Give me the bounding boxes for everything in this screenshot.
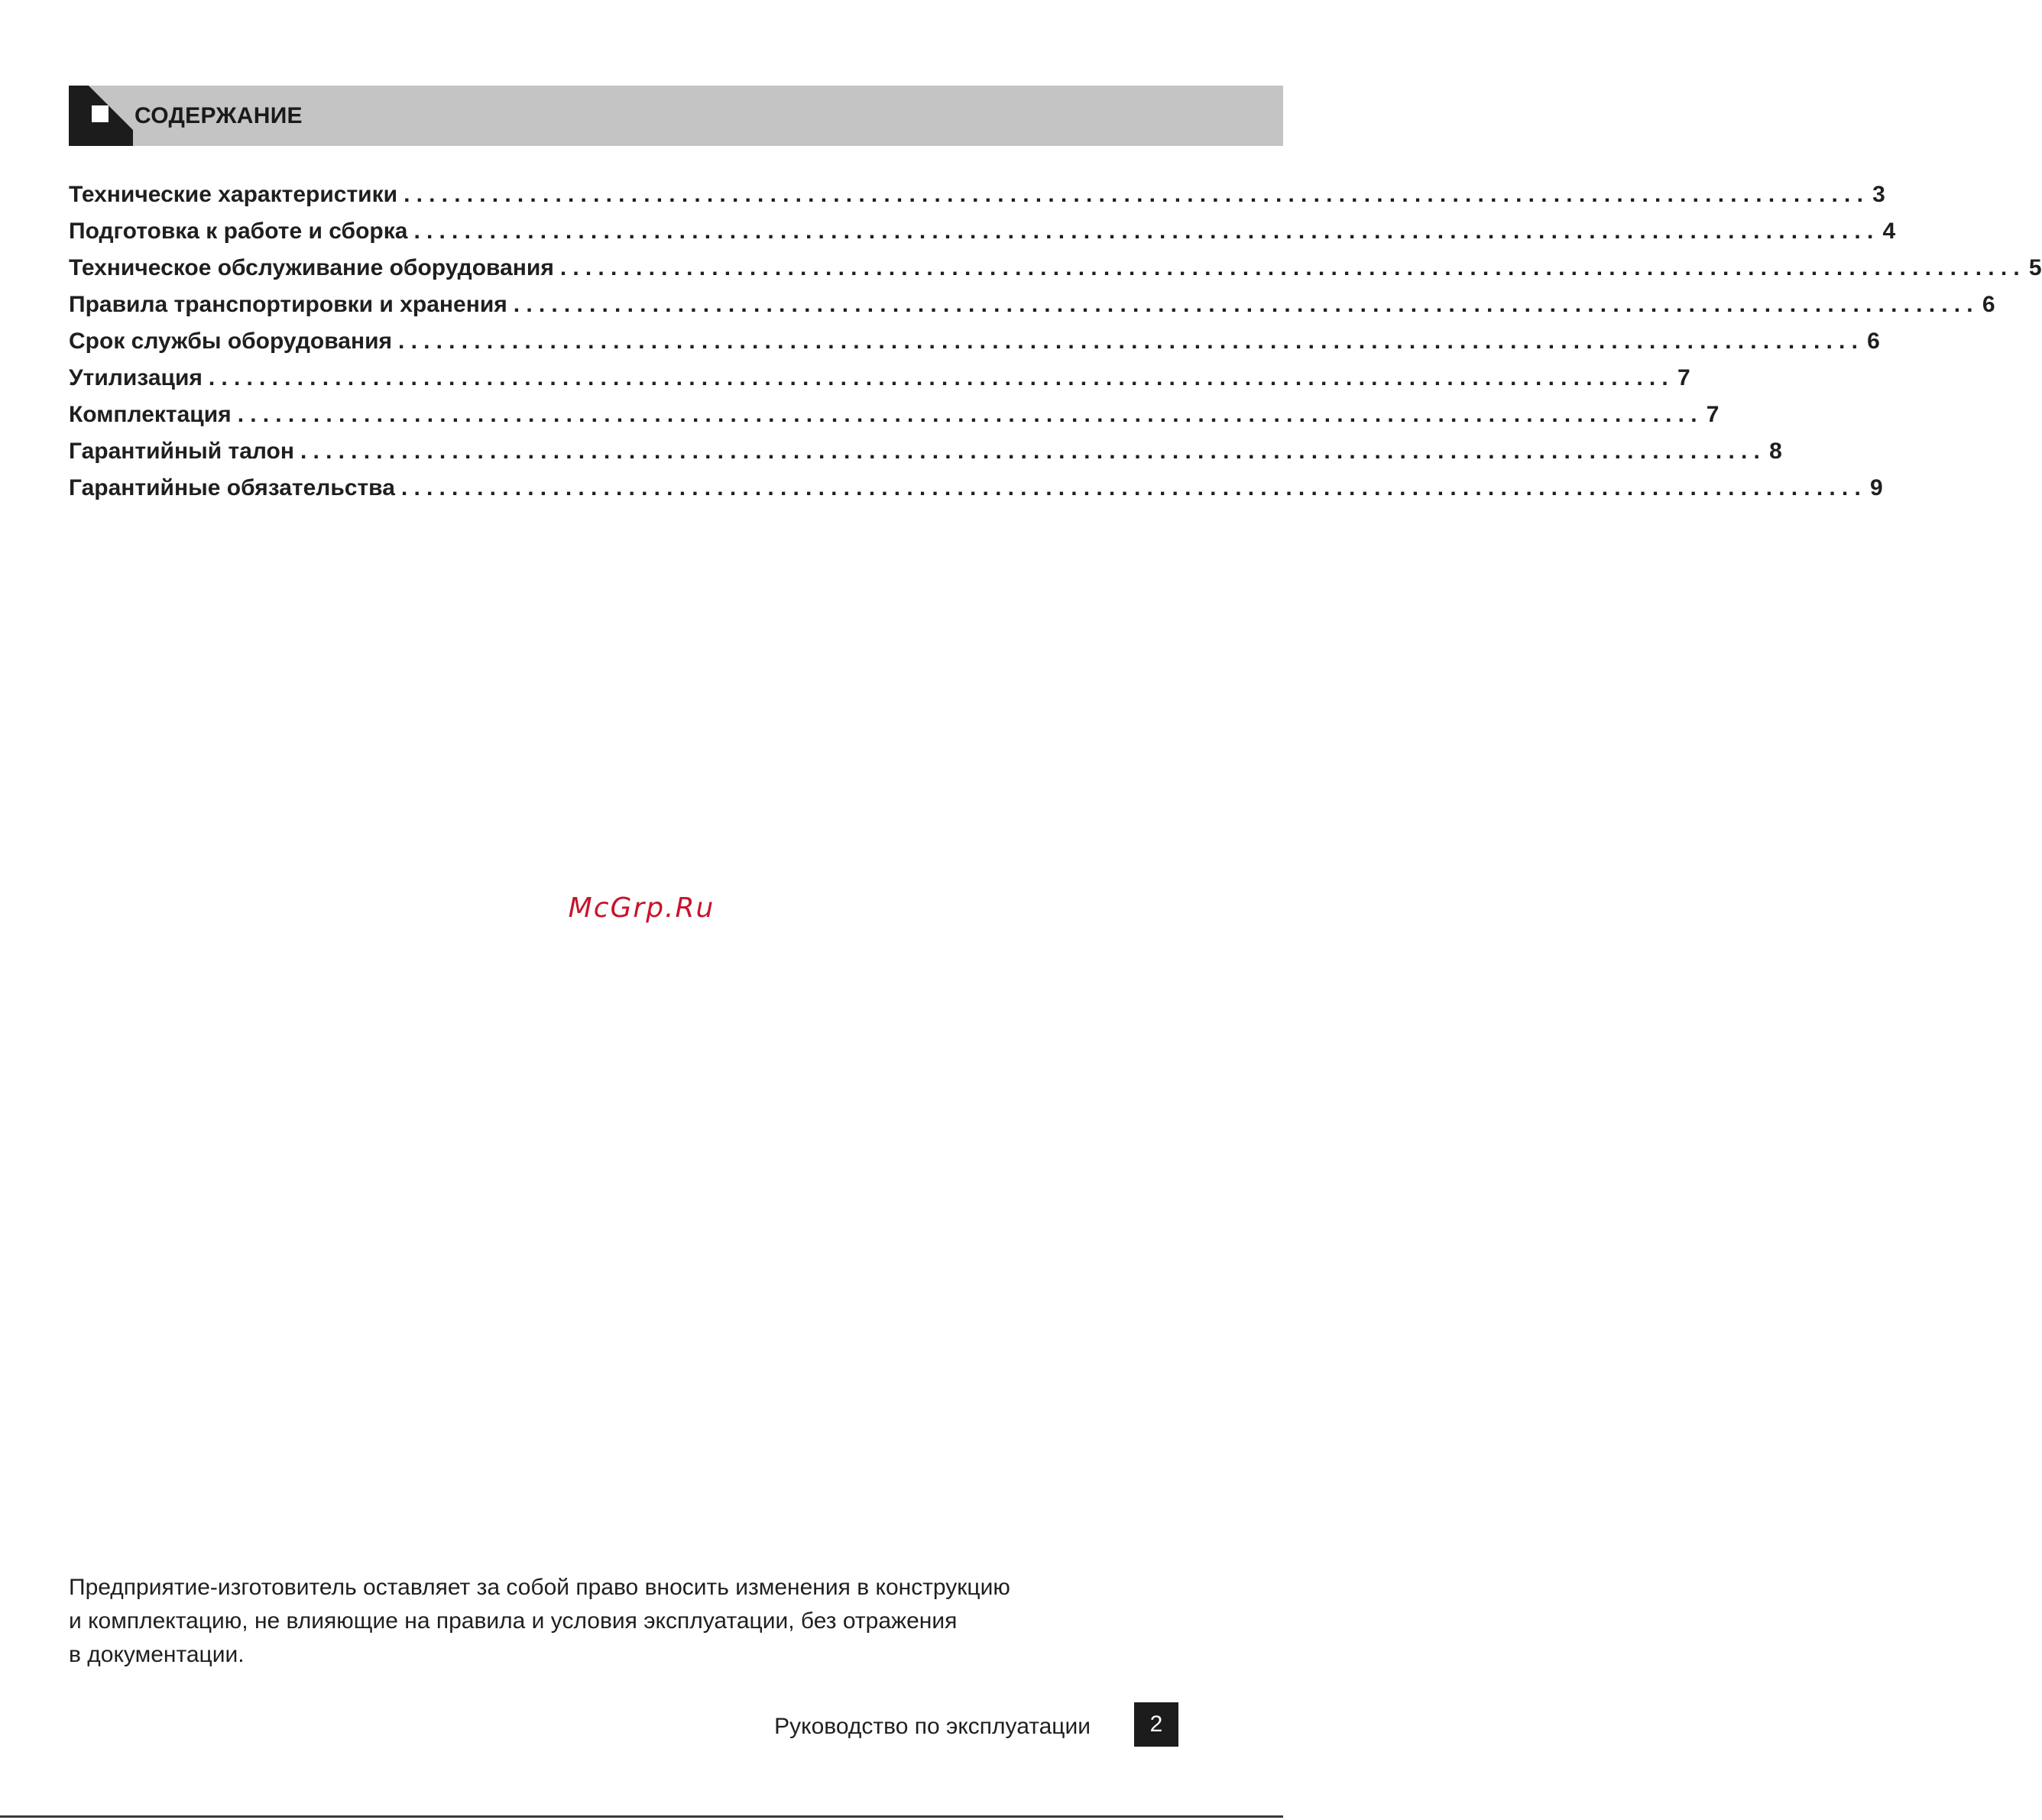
toc-entry[interactable]	[69, 439, 1782, 475]
manufacturer-notice	[69, 1571, 1154, 1672]
toc-dot-leader: ....................................................................................................................	[300, 439, 1767, 464]
toc-entry[interactable]	[69, 365, 1690, 402]
notice-line: в документации.	[69, 1642, 245, 1667]
toc-entry-label: Правила транспортировки и хранения	[69, 292, 507, 317]
toc-entry[interactable]	[69, 402, 1719, 439]
toc-entry-label: Технические характеристики	[69, 182, 398, 207]
toc-entry-page: 4	[1882, 219, 1896, 244]
toc-dot-leader: ....................................................................................................................	[400, 475, 1867, 500]
toc-entry-page: 6	[1982, 292, 1995, 317]
toc-dot-leader: ....................................................................................................................	[208, 365, 1674, 390]
page-number-badge: 2	[1134, 1702, 1178, 1747]
table-of-contents	[69, 182, 2042, 512]
toc-entry-label: Подготовка к работе и сборка	[69, 219, 408, 244]
notice-line: и комплектацию, не влияющие на правила и условия эксплуатации, без отражения	[69, 1608, 958, 1634]
toc-entry[interactable]	[69, 219, 1896, 255]
toc-entry-page: 7	[1677, 365, 1690, 390]
bottom-divider	[0, 1815, 1283, 1818]
toc-entry-page: 8	[1769, 439, 1782, 464]
toc-dot-leader: ....................................................................................................................	[559, 255, 2026, 280]
page-title: СОДЕРЖАНИЕ	[135, 103, 303, 128]
toc-entry[interactable]	[69, 255, 2042, 292]
toc-entry-page: 9	[1869, 475, 1883, 500]
toc-entry-label: Комплектация	[69, 402, 232, 427]
toc-entry[interactable]	[69, 475, 1883, 512]
toc-dot-leader: ....................................................................................................................	[398, 329, 1865, 354]
toc-entry[interactable]	[69, 329, 1880, 365]
toc-entry-label: Гарантийный талон	[69, 439, 295, 464]
toc-entry-label: Утилизация	[69, 365, 203, 390]
toc-entry-page: 3	[1872, 182, 1885, 207]
toc-entry-page: 6	[1867, 329, 1880, 354]
notice-line: Предприятие-изготовитель оставляет за собой право вносить изменения в конструкцию	[69, 1575, 1010, 1600]
toc-dot-leader: ....................................................................................................................	[404, 182, 1870, 207]
toc-entry-page: 7	[1706, 402, 1719, 427]
toc-dot-leader: ....................................................................................................................	[237, 402, 1703, 427]
toc-entry[interactable]	[69, 292, 1995, 329]
toc-entry-page: 5	[2028, 255, 2042, 280]
toc-dot-leader: ....................................................................................................................	[413, 219, 1880, 244]
toc-dot-leader: ....................................................................................................................	[513, 292, 1979, 317]
corner-mark-icon	[69, 86, 133, 146]
toc-entry-label: Техническое обслуживание оборудования	[69, 255, 554, 280]
toc-entry-label: Срок службы оборудования	[69, 329, 393, 354]
watermark: McGrp.Ru	[568, 892, 715, 924]
footer-document-title: Руководство по эксплуатации	[774, 1714, 1091, 1739]
toc-entry-label: Гарантийные обязательства	[69, 475, 395, 500]
toc-entry[interactable]	[69, 182, 1885, 219]
